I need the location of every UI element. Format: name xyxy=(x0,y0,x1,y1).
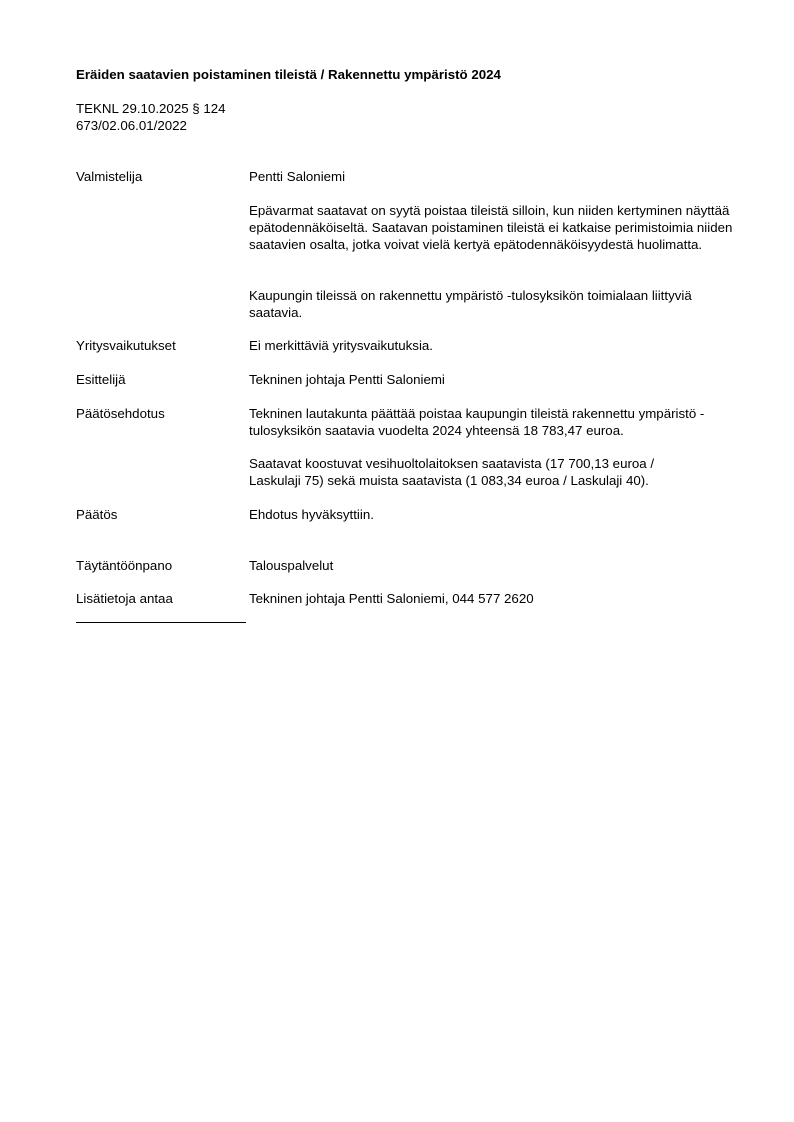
content-yritysvaikutukset xyxy=(249,337,749,354)
label-esittelija: Esittelijä xyxy=(76,372,126,387)
label-lisatietoja: Lisätietoja antaa xyxy=(76,591,173,606)
label-paatosehdotus: Päätösehdotus xyxy=(76,406,165,421)
content-lisatietoja xyxy=(249,590,749,607)
contact-text: Tekninen johtaja Pentti Saloniemi, 044 577 2620 xyxy=(249,591,534,606)
content-valmistelija-p2 xyxy=(249,287,719,321)
preparation-paragraph-2: Kaupungin tileissä on rakennettu ympäristö -tulosyksikön toimialaan liittyviä saatavia. xyxy=(249,288,692,320)
content-paatos xyxy=(249,506,749,523)
content-esittelija xyxy=(249,371,749,388)
case-number: 673/02.06.01/2022 xyxy=(76,118,187,133)
content-paatosehdotus-p1 xyxy=(249,405,744,439)
implementation-text: Talouspalvelut xyxy=(249,558,334,573)
label-taytantoonpano: Täytäntöönpano xyxy=(76,558,173,573)
label-yritysvaikutukset: Yritysvaikutukset xyxy=(76,338,176,353)
separator-line xyxy=(76,622,246,623)
preparation-paragraph-1: Epävarmat saatavat on syytä poistaa tileistä silloin, kun niiden kertyminen näyttää epätodennäköiseltä. Saatavan poistaminen tileistä ei katkaise perimistoimia niiden saatavien osalta, jotka voivat vielä kertyä epätodennäköisyydestä huolimatta. xyxy=(249,203,733,252)
business-impact-text: Ei merkittäviä yritysvaikutuksia. xyxy=(249,338,433,353)
content-valmistelija xyxy=(249,168,749,185)
document-meta xyxy=(76,100,226,134)
presenter-text: Tekninen johtaja Pentti Saloniemi xyxy=(249,372,445,387)
preparer-name: Pentti Saloniemi xyxy=(249,169,346,184)
meeting-reference: TEKNL 29.10.2025 § 124 xyxy=(76,101,226,116)
decision-text: Ehdotus hyväksyttiin. xyxy=(249,507,374,522)
content-taytantoonpano xyxy=(249,557,749,574)
label-paatos: Päätös xyxy=(76,507,118,522)
content-paatosehdotus-p2 xyxy=(249,455,709,489)
document-title: Eräiden saatavien poistaminen tileistä / Rakennettu ympäristö 2024 xyxy=(76,67,501,82)
proposal-paragraph-2: Saatavat koostuvat vesihuoltolaitoksen saatavista (17 700,13 euroa / Laskulaji 75) sekä muista saatavista (1 083,34 euroa / Laskulaji 40). xyxy=(249,456,655,488)
proposal-paragraph-1: Tekninen lautakunta päättää poistaa kaupungin tileistä rakennettu ympäristö -tulosyksikön saatavia vuodelta 2024 yhteensä 18 783,47 euroa. xyxy=(249,406,705,438)
label-valmistelija: Valmistelija xyxy=(76,169,143,184)
content-valmistelija-p1 xyxy=(249,202,744,253)
